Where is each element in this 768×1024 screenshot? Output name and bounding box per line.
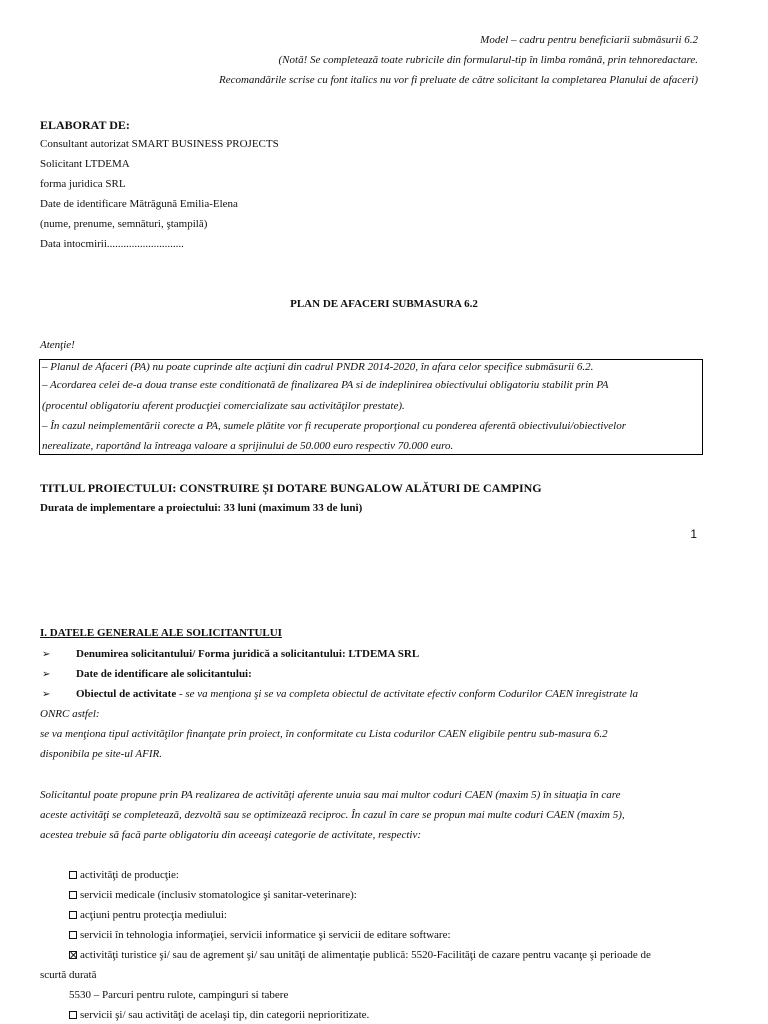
atentie-line-4: – În cazul neimplementării corecte a PA, sumele plătite vor fi recuperate proporţional cu ponderea aferentă obiectivului/obiectivelor: [42, 420, 626, 432]
checklist-label: servicii medicale (inclusiv stomatologice şi sanitar-veterinare):: [80, 889, 357, 901]
checklist-label: activităţi de producţie:: [80, 869, 179, 881]
caen-note-line-1: se va menţiona tipul activităţilor finanţate prin proiect, în conformitate cu Lista codurilor CAEN eligibile pentru sub-masura 6.2: [40, 728, 608, 740]
section1-heading: I. DATELE GENERALE ALE SOLICITANTULUI: [40, 627, 282, 639]
atentie-line-5: nerealizate, raportând la întreaga valoare a sprijinului de 50.000 euro respectiv 70.000 euro.: [42, 440, 454, 452]
checklist-item[interactable]: [69, 889, 357, 901]
obiect-activitate-cont: ONRC astfel:: [40, 708, 100, 720]
solicitant-line: Solicitant LTDEMA: [40, 158, 130, 170]
forma-juridica-line: forma juridica SRL: [40, 178, 126, 190]
date-identificare-item: Date de identificare ale solicitantului:: [76, 668, 252, 680]
paragraph-line-2: aceste activităţi se completează, dezvoltă sau se optimizează reciproc. În cazul în care se propun mai multe coduri CAEN (maxim 5),: [40, 809, 625, 821]
checkbox-icon[interactable]: [69, 871, 77, 879]
obiect-activitate-item: [76, 688, 638, 700]
date-identificare-line: Date de identificare Mătrăgună Emilia-Elena: [40, 198, 238, 210]
paragraph-line-1: Solicitantul poate propune prin PA realizarea de activităţi aferente unuia sau mai multor coduri CAEN (maxim 5) în situaţia în care: [40, 789, 621, 801]
project-title: TITLUL PROIECTULUI: CONSTRUIRE ȘI DOTARE BUNGALOW ALĂTURI DE CAMPING: [40, 481, 542, 495]
header-line-2: (Notă! Se completează toate rubricile din formularul-tip în limba română, prin tehnoredactare.: [278, 54, 698, 66]
checklist-label: activităţi turistice şi/ sau de agrement şi/ sau unităţi de alimentaţie publică: 5520-Facilităţi de cazare pentru vacanţe şi perioade de: [80, 949, 651, 961]
bullet-arrow-icon: ➢: [42, 669, 51, 680]
project-duration: Durata de implementare a proiectului: 33 luni (maximum 33 de luni): [40, 502, 363, 514]
atentie-label: Atenţie!: [40, 339, 75, 351]
atentie-line-3: (procentul obligatoriu aferent producţiei comercializate sau activităţilor prestate).: [42, 400, 405, 412]
checklist-label: servicii şi/ sau activităţi de acelaşi tip, din categorii neprioritizate.: [80, 1009, 370, 1021]
checkbox-icon[interactable]: [69, 911, 77, 919]
atentie-box: [39, 359, 703, 455]
header-line-3: Recomandările scrise cu font italics nu vor fi preluate de către solicitant la completarea Planului de afaceri): [218, 74, 698, 86]
checklist-item[interactable]: [69, 929, 451, 941]
checkbox-icon[interactable]: [69, 931, 77, 939]
checklist-item[interactable]: [69, 869, 179, 881]
caen-code-5530: 5530 – Parcuri pentru rulote, campinguri si tabere: [69, 989, 289, 1001]
checklist-label: servicii în tehnologia informaţiei, servicii informatice şi servicii de editare software:: [80, 929, 451, 941]
caen-note-line-2: disponibila pe site-ul AFIR.: [40, 748, 163, 760]
header-line-1: Model – cadru pentru beneficiarii submăsurii 6.2: [480, 34, 698, 46]
checklist-item-cont: scurtă durată: [40, 969, 97, 981]
elaborat-heading: ELABORAT DE:: [40, 118, 130, 132]
atentie-line-2: – Acordarea celei de-a doua transe este conditionată de finalizarea PA si de indeplinirea obiectivului obligatoriu stabilit prin PA: [42, 379, 609, 391]
consultant-line: Consultant autorizat SMART BUSINESS PROJECTS: [40, 138, 279, 150]
bullet-arrow-icon: ➢: [42, 649, 51, 660]
atentie-line-1: – Planul de Afaceri (PA) nu poate cuprinde alte acţiuni din cadrul PNDR 2014-2020, în afara celor specifice submăsurii 6.2.: [42, 361, 594, 373]
page-number: 1: [690, 527, 697, 541]
checklist-item[interactable]: [69, 949, 651, 961]
obiect-activitate-note: - se va menţiona şi se va completa obiectul de activitate efectiv conform Codurilor CAEN înregistrate la: [176, 688, 639, 700]
denumire-item: Denumirea solicitantului/ Forma juridică a solicitantului: LTDEMA SRL: [76, 648, 420, 660]
data-intocmirii-line: Data intocmirii............................: [40, 238, 184, 250]
paragraph-line-3: acestea trebuie să facă parte obligatoriu din aceeaşi categorie de activitate, respectiv:: [40, 829, 422, 841]
checkbox-icon[interactable]: [69, 1011, 77, 1019]
checklist-item[interactable]: [69, 1009, 369, 1021]
obiect-activitate-label: Obiectul de activitate: [76, 688, 177, 700]
nume-semnaturi-line: (nume, prenume, semnături, ştampilă): [40, 218, 208, 230]
checked-checkbox-icon[interactable]: [69, 951, 77, 959]
checklist-item[interactable]: [69, 909, 227, 921]
bullet-arrow-icon: ➢: [42, 689, 51, 700]
checkbox-icon[interactable]: [69, 891, 77, 899]
plan-title: PLAN DE AFACERI SUBMASURA 6.2: [290, 298, 478, 310]
checklist-label: acţiuni pentru protecţia mediului:: [80, 909, 227, 921]
